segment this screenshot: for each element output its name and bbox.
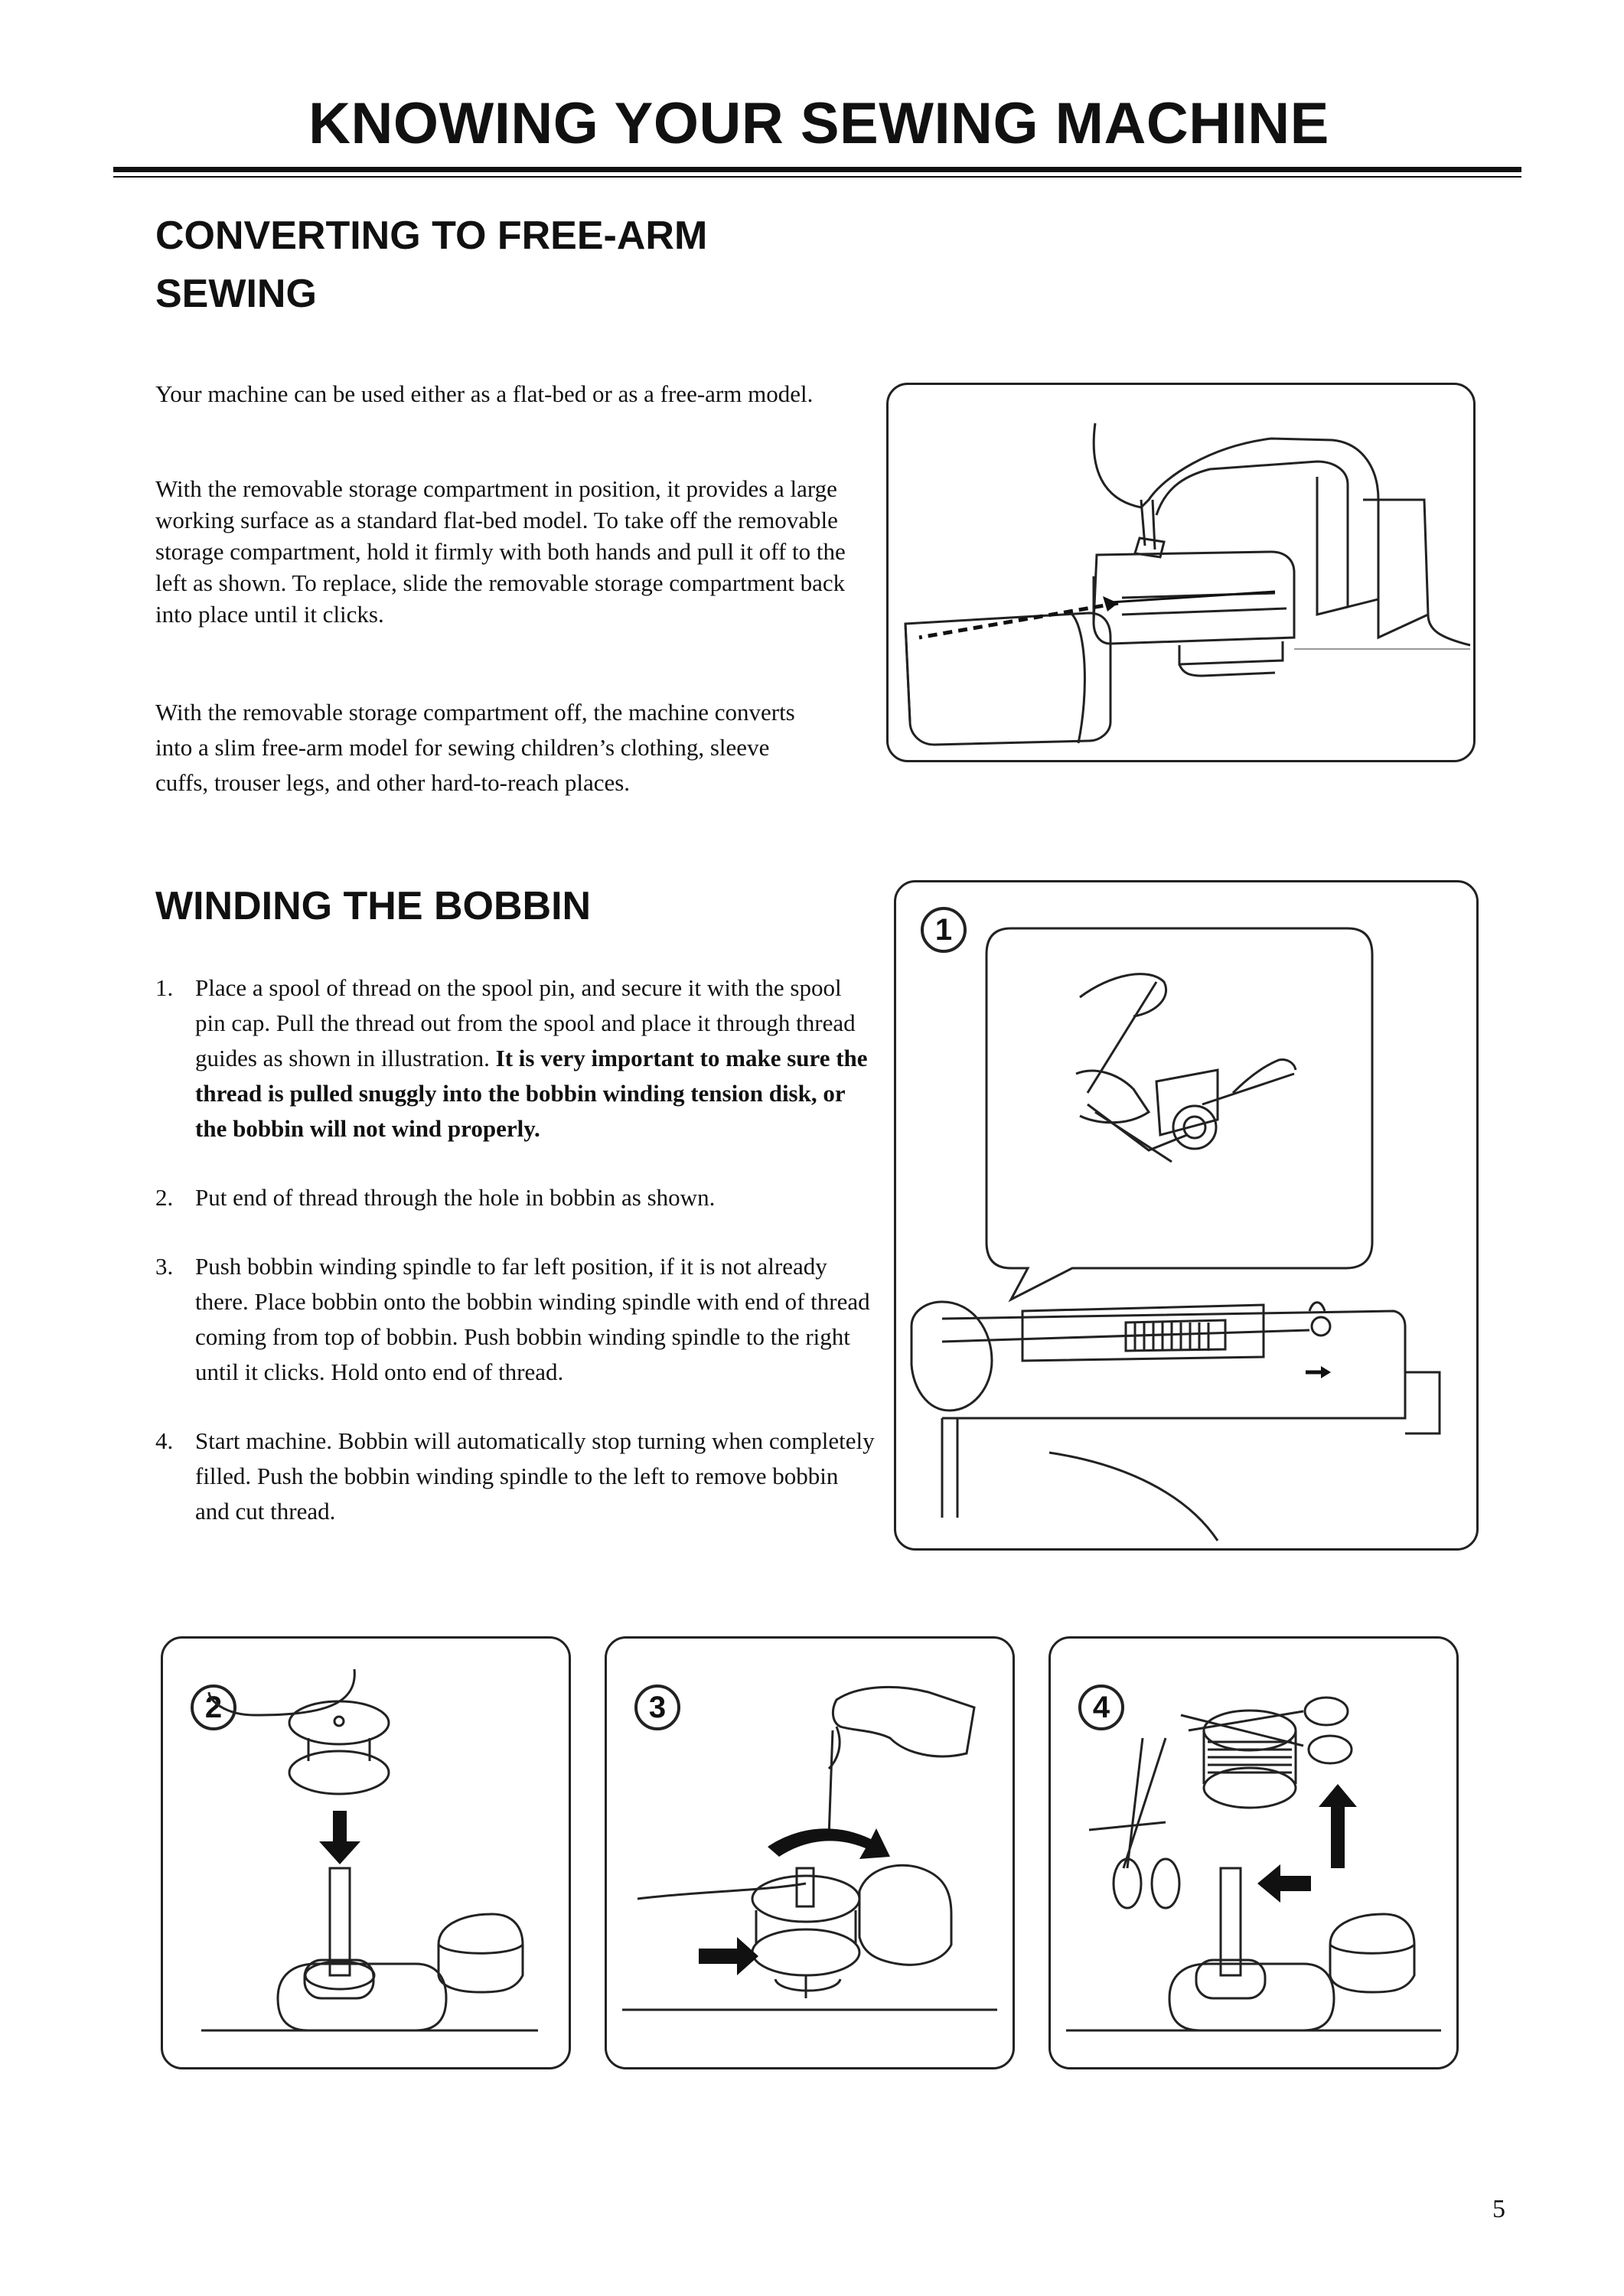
figure-1 [894, 880, 1479, 1551]
figure-2-drawing [163, 1639, 569, 2067]
bobbin-step-1 [155, 970, 875, 1146]
page-title: KNOWING YOUR SEWING MACHINE [308, 91, 1329, 156]
bobbin-step-3 [155, 1249, 875, 1390]
step-badge-1: 1 [921, 907, 967, 953]
header-rule-thin [113, 176, 1521, 178]
free-arm-heading [155, 207, 707, 323]
figure-4 [1048, 1636, 1459, 2069]
step-number: 1. [155, 974, 174, 1001]
free-arm-paragraph-3: With the removable storage compartment off, the machine converts into a slim free-arm model for sewing children’s clothing, sleeve cuffs, trouser legs, and other hard-to-reach places. [155, 699, 795, 796]
step-text: Start machine. Bobbin will automatically stop turning when completely filled. Push the bobbin winding spindle to the left to remove bobbin and cut thread. [195, 1427, 875, 1525]
step-badge-4: 4 [1078, 1684, 1124, 1730]
bobbin-heading: WINDING THE BOBBIN [155, 884, 592, 928]
step-number: 4. [155, 1427, 174, 1454]
figure-3 [605, 1636, 1015, 2069]
step-warning: It is very important to make sure the thread is pulled snuggly into the bobbin winding tension disk, or the bobbin will not wind properly. [195, 1045, 868, 1142]
header-rule [113, 167, 1521, 172]
bobbin-step-4 [155, 1424, 875, 1529]
free-arm-heading-line1: CONVERTING TO FREE-ARM [155, 214, 708, 258]
figure-2 [161, 1636, 571, 2069]
page-number: 5 [1492, 2195, 1505, 2223]
step-badge-2: 2 [191, 1684, 236, 1730]
step-text: Push bobbin winding spindle to far left position, if it is not already there. Place bobbin onto the bobbin winding spindle with end of thread coming from top of bobbin. Push bobbin winding spindle to the right until it clicks. Hold onto end of thread. [195, 1253, 870, 1385]
free-arm-drawing [889, 385, 1473, 760]
figure-1-drawing [896, 882, 1476, 1548]
step-text: Put end of thread through the hole in bobbin as shown. [195, 1184, 716, 1211]
free-arm-paragraph-2: With the removable storage compartment in position, it provides a large working surface as a standard flat-bed model. To take off the removable storage compartment, hold it firmly with both hands and pull it off to the left as shown. To replace, slide the removable storage compartment back into place until it clicks. [155, 475, 846, 628]
step-number: 3. [155, 1253, 174, 1280]
free-arm-paragraph-1: Your machine can be used either as a flat-bed or as a free-arm model. [155, 380, 814, 407]
figure-3-drawing [607, 1639, 1013, 2067]
bobbin-step-2 [155, 1180, 875, 1215]
free-arm-illustration [886, 383, 1476, 762]
step-badge-3: 3 [634, 1684, 680, 1730]
free-arm-heading-line2: SEWING [155, 272, 317, 316]
step-number: 2. [155, 1184, 174, 1211]
figure-4-drawing [1051, 1639, 1456, 2067]
step-text: Place a spool of thread on the spool pin, and secure it with the spool pin cap. Pull the thread out from the spool and place it through thread guides as shown in illustration. [195, 974, 856, 1071]
bobbin-steps [155, 970, 875, 1563]
